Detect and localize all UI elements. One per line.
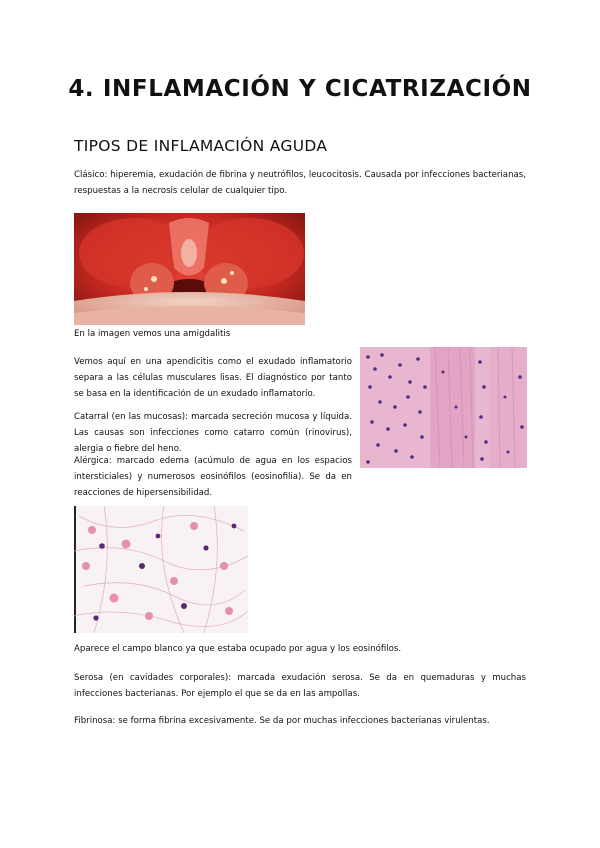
amigdalitis-image: [74, 213, 305, 325]
caption-eosinofilos: Aparece el campo blanco ya que estaba ocupado por agua y los eosinófilos.: [74, 644, 402, 654]
paragraph-clasico: Clásico: hiperemia, exudación de fibrina y neutrófilos, leucocitosis. Causada por infecciones bacterianas, respuestas a la necrosis celular de cualquier tipo.: [74, 170, 526, 196]
paragraph-apendicitis: Vemos aquí en una apendicitis como el exudado inflamatorio separa a las células musculares lisas. El diagnóstico por tanto se basa en la identificación de un exudado inflamatorio.: [74, 357, 352, 399]
section-heading: TIPOS DE INFLAMACIÓN AGUDA: [74, 137, 328, 155]
paragraph-serosa: Serosa (en cavidades corporales): marcada exudación serosa. Se da en quemaduras y muchas infecciones bacterianas. Por ejemplo el que se da en las ampollas.: [74, 673, 526, 699]
apendicitis-image: [360, 347, 527, 468]
page-title: 4. INFLAMACIÓN Y CICATRIZACIÓN: [68, 76, 532, 102]
paragraph-alergica: Alérgica: marcado edema (acúmulo de agua en los espacios intersticiales) y numerosos eosinófilos (eosinofilia). Se da en reacciones de hipersensibilidad.: [74, 456, 352, 498]
paragraph-catarral: Catarral (en las mucosas): marcada secreción mucosa y líquida. Las causas son infecciones como catarro común (rinovirus), alergia o fiebre del heno.: [74, 412, 352, 454]
caption-amigdalitis: En la imagen vemos una amigdalitis: [74, 329, 231, 339]
eosinofilos-image: [74, 506, 248, 633]
paragraph-fibrinosa: Fibrinosa: se forma fibrina excesivamente. Se da por muchas infecciones bacterianas virulentas.: [74, 716, 490, 726]
